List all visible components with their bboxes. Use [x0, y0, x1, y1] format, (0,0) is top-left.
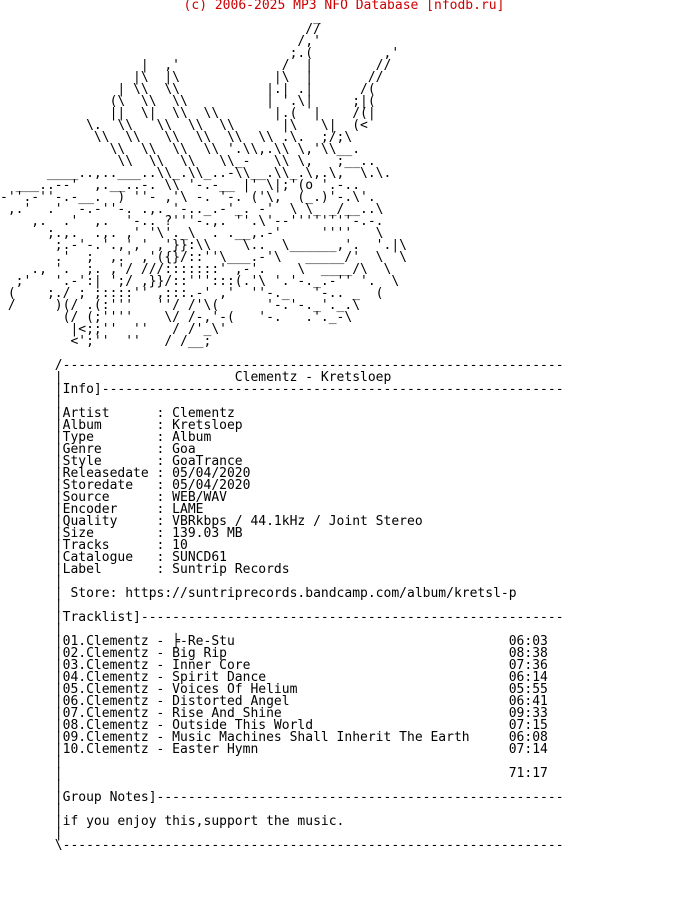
- info-field-artist: |Artist : Clementz: [0, 406, 235, 421]
- spacer: |: [0, 754, 63, 769]
- info-field-style: |Style : GoaTrance: [0, 454, 243, 469]
- spacer: |: [0, 802, 63, 817]
- spacer: |: [0, 622, 63, 637]
- spacer: |: [0, 826, 63, 841]
- track-row: |02.Clementz - Big Rip 08:38: [0, 646, 548, 661]
- track-row: |04.Clementz - Spirit Dance 06:14: [0, 670, 548, 685]
- release-title: | Clementz - Kretsloep: [0, 370, 392, 385]
- info-field-releasedate: |Releasedate : 05/04/2020: [0, 466, 251, 481]
- info-field-genre: |Genre : Goa: [0, 442, 196, 457]
- site-header: (c) 2006-2025 MP3 NFO Database [nfodb.ru]: [183, 0, 505, 13]
- track-row: |07.Clementz - Rise And Shine 09:33: [0, 706, 548, 721]
- section-notes-header: |Group Notes]----------------------------------------------------: [0, 790, 564, 805]
- track-row: |06.Clementz - Distorted Angel 06:41: [0, 694, 548, 709]
- spacer: |: [0, 394, 63, 409]
- info-field-label: |Label : Suntrip Records: [0, 562, 290, 577]
- ascii-art-logo: _ // /,' ;.( ,' | ,' / | // |\ |\ |\ | // | \\ \\ |.| .| /( (\ \\ \\ | '.\| ;|( || \| \\ \\ |.( | /(| \. \\ \\ \\ \\ |\ \| (< \\ \\ \\ \\ \\ \\ .\. ;/;\ \\ \\ \\ \\ '.\\,.\\ \,'\\__. \\ \\ \\ \\_- \\ \, ;__.. ____..,..___..\\_.\\_..-\\__.\\_.\,.\, \.\. ___..--' ,.__..-. \\ '-.-__ |' \|;'(o '.-.. -''.-''-.-__. ) ''- ,'\ -. '-. ('\, (_.)'-.\'. ,.' .' -.-''-. .,. '-.._.-'_. -' \ \_ _/__..\ ,. .' ,. '-.. ?'''-.,. ''.\'--''''''''-.-. ;.,. .,. ,' '\'._\ . .__,.-' '''' \ ;.-'-.'.,',' ,'}}:\\ \.. \______,'. '.|\ .' ; ,.' ,'({}/::''\___.-'\ _____/' \ \ ., '. ;. ,'/ ///:::::::' ,-'. \ ____/\ \ ;' '.-':| ';/ ,}}/::''':::(.'\ '.'-._.-'' '. \ ( ;./ ; ;::::'' ,:::.-' ,' ''-._ '-.. _ ( / )(/ .(:''' ''/ /'\( '-.'-._'._.\ (/ (;'''' \/ /-,'-( '-. .'._-\ |<;;'' '' / /'_\' <';'' '' / /__;: [0, 10, 407, 349]
- store-link: | Store: https://suntriprecords.bandcamp.com/album/kretsl-p: [0, 586, 517, 601]
- info-field-source: |Source : WEB/WAV: [0, 490, 227, 505]
- info-field-catalogue: |Catalogue : SUNCD61: [0, 550, 227, 565]
- info-field-storedate: |Storedate : 05/04/2020: [0, 478, 251, 493]
- section-info-header: |Info]-----------------------------------------------------------: [0, 382, 564, 397]
- box-bottom-border: \----------------------------------------------------------------: [0, 838, 564, 853]
- info-field-encoder: |Encoder : LAME: [0, 502, 204, 517]
- track-row: |10.Clementz - Easter Hymn 07:14: [0, 742, 548, 757]
- track-row: |01.Clementz - ╞-Re-Stu 06:03: [0, 634, 548, 649]
- group-notes: |if you enjoy this,support the music.: [0, 814, 345, 829]
- spacer: |: [0, 778, 63, 793]
- track-row: |09.Clementz - Music Machines Shall Inherit The Earth 06:08: [0, 730, 548, 745]
- track-row: |03.Clementz - Inner Core 07:36: [0, 658, 548, 673]
- box-top-border: /----------------------------------------------------------------: [0, 358, 564, 373]
- info-field-album: |Album : Kretsloep: [0, 418, 243, 433]
- spacer: |: [0, 574, 63, 589]
- info-field-size: |Size : 139.03 MB: [0, 526, 243, 541]
- track-row: |05.Clementz - Voices Of Helium 05:55: [0, 682, 548, 697]
- spacer: |: [0, 598, 63, 613]
- info-field-tracks: |Tracks : 10: [0, 538, 188, 553]
- section-tracklist-header: |Tracklist]------------------------------------------------------: [0, 610, 564, 625]
- track-row: |08.Clementz - Outside This World 07:15: [0, 718, 548, 733]
- total-length: | 71:17: [0, 766, 548, 781]
- info-field-quality: |Quality : VBRkbps / 44.1kHz / Joint Stereo: [0, 514, 423, 529]
- info-field-type: |Type : Album: [0, 430, 212, 445]
- nfo-box: [0, 360, 564, 852]
